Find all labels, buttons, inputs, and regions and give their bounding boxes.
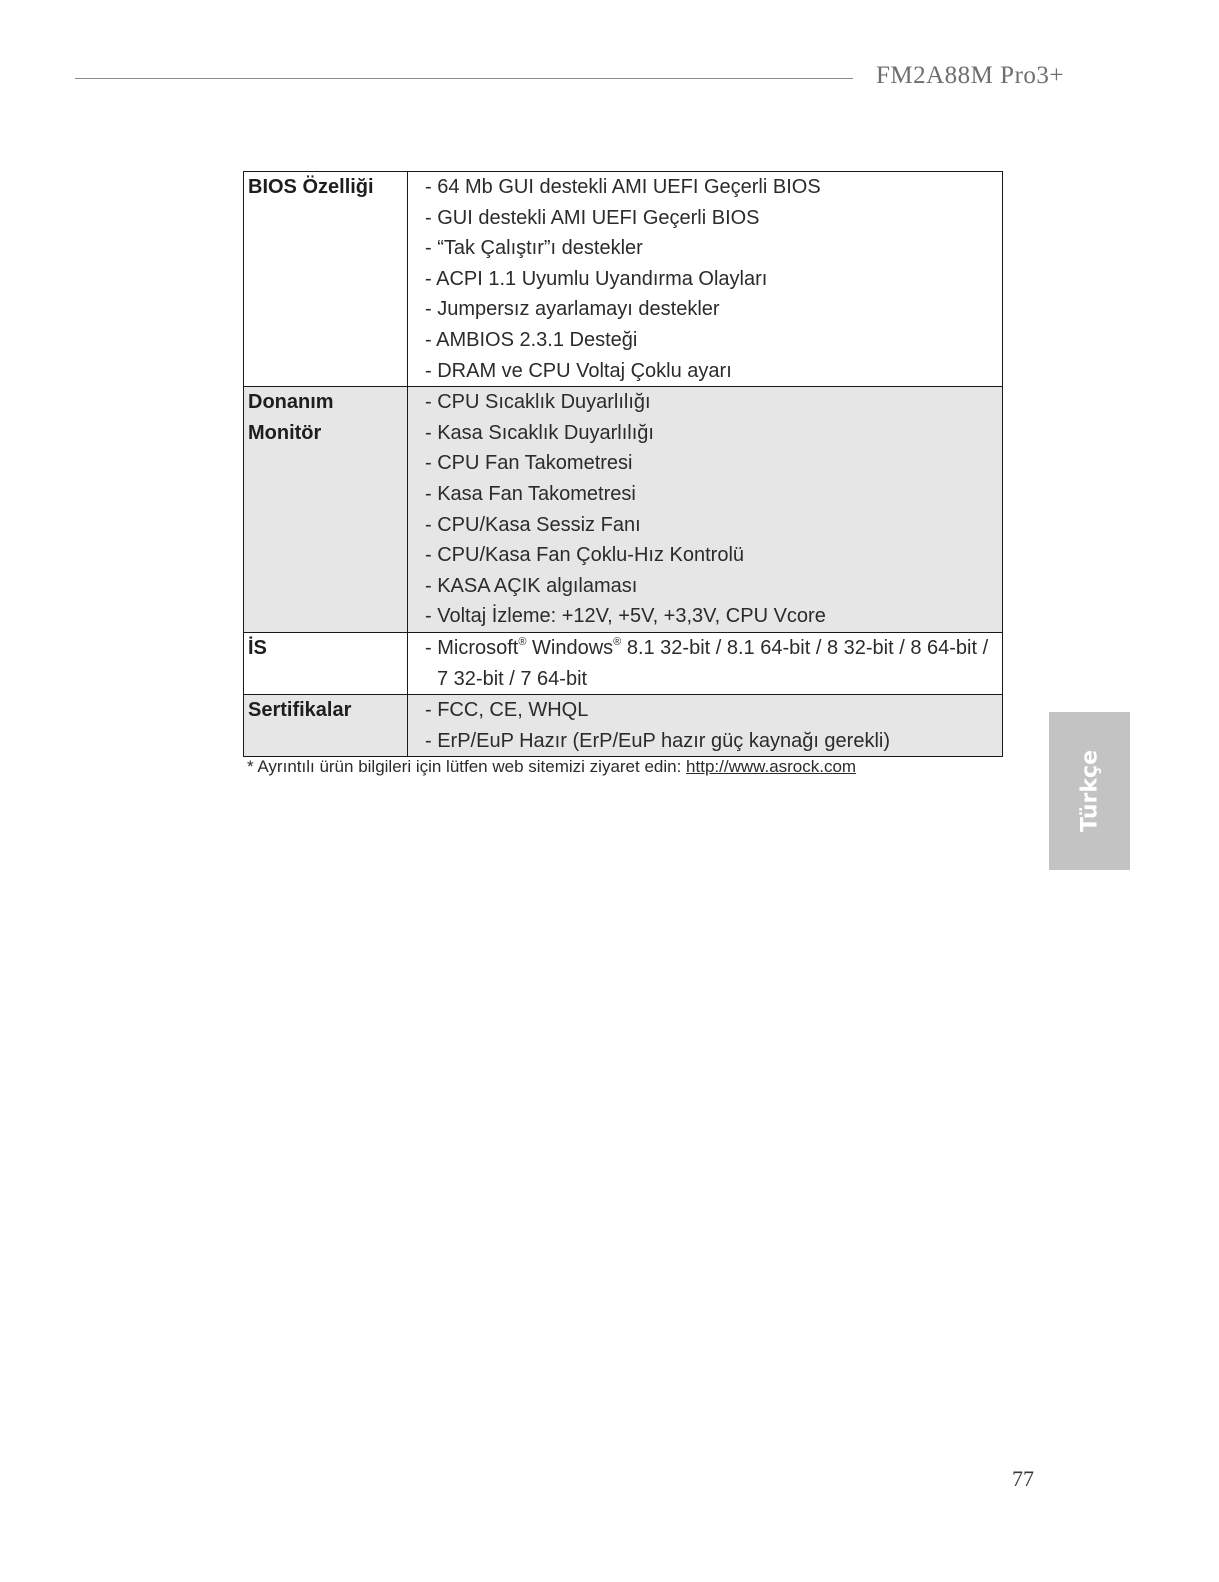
page-number: 77 — [1012, 1466, 1034, 1491]
row-label — [244, 695, 408, 757]
row-values — [408, 387, 1003, 633]
spec-item: - Voltaj İzleme: +12V, +5V, +3,3V, CPU Vcore — [425, 605, 826, 628]
row-values — [408, 695, 1003, 757]
spec-item: - 64 Mb GUI destekli AMI UEFI Geçerli BIOS — [425, 176, 821, 198]
spec-item: - DRAM ve CPU Voltaj Çoklu ayarı — [425, 359, 732, 382]
spec-item: - AMBIOS 2.3.1 Desteği — [425, 328, 638, 351]
row-label-text: Sertifikalar — [248, 699, 352, 722]
footnote — [247, 757, 856, 777]
row-label-text: Donanım — [248, 391, 334, 414]
spec-item: - ACPI 1.1 Uyumlu Uyandırma Olayları — [425, 267, 768, 290]
row-label — [244, 172, 408, 387]
website-link[interactable]: http://www.asrock.com — [686, 757, 857, 776]
spec-item: - KASA AÇIK algılaması — [425, 574, 638, 597]
spec-item-continuation: 7 32-bit / 7 64-bit — [437, 667, 588, 690]
row-label-text: İS — [248, 636, 267, 659]
os-middle: Windows — [526, 636, 614, 659]
language-tab — [1049, 712, 1130, 870]
spec-row-os — [244, 632, 1003, 694]
spec-row-certifications — [244, 695, 1003, 757]
spec-table — [243, 171, 1003, 757]
spec-item: - ErP/EuP Hazır (ErP/EuP hazır güç kaynağı gerekli) — [425, 729, 891, 752]
footnote-text: * Ayrıntılı ürün bilgileri için lütfen web sitemizi ziyaret edin: — [247, 757, 687, 776]
model-title: FM2A88M Pro3+ — [876, 62, 1064, 89]
spec-row-hardware-monitor — [244, 387, 1003, 633]
spec-row-bios — [244, 172, 1003, 387]
language-tab-label: Türkçe — [1077, 749, 1102, 833]
spec-item: - Kasa Sıcaklık Duyarlılığı — [425, 421, 654, 444]
spec-item-os — [425, 633, 1002, 664]
row-values — [408, 172, 1003, 387]
header-rule — [75, 78, 853, 79]
spec-item: - CPU/Kasa Fan Çoklu-Hız Kontrolü — [425, 544, 745, 567]
row-label — [244, 387, 408, 633]
row-label — [244, 632, 408, 694]
spec-item: - CPU/Kasa Sessiz Fanı — [425, 513, 641, 536]
spec-item: - Kasa Fan Takometresi — [425, 482, 636, 505]
spec-item: - Jumpersız ayarlamayı destekler — [425, 298, 720, 321]
row-values — [408, 632, 1003, 694]
row-label-text: BIOS Özelliği — [248, 176, 374, 198]
registered-mark: ® — [518, 636, 527, 649]
registered-mark: ® — [613, 636, 622, 649]
spec-item: - CPU Fan Takometresi — [425, 452, 633, 475]
spec-item: - FCC, CE, WHQL — [425, 699, 589, 722]
spec-item: - GUI destekli AMI UEFI Geçerli BIOS — [425, 206, 760, 229]
spec-item: - CPU Sıcaklık Duyarlılığı — [425, 391, 651, 414]
os-suffix: 8.1 32-bit / 8.1 64-bit / 8 32-bit / 8 64-bit / — [621, 636, 989, 659]
spec-item: - “Tak Çalıştır”ı destekler — [425, 237, 643, 260]
os-prefix: - Microsoft — [425, 636, 519, 659]
row-label-text: Monitör — [248, 421, 322, 444]
